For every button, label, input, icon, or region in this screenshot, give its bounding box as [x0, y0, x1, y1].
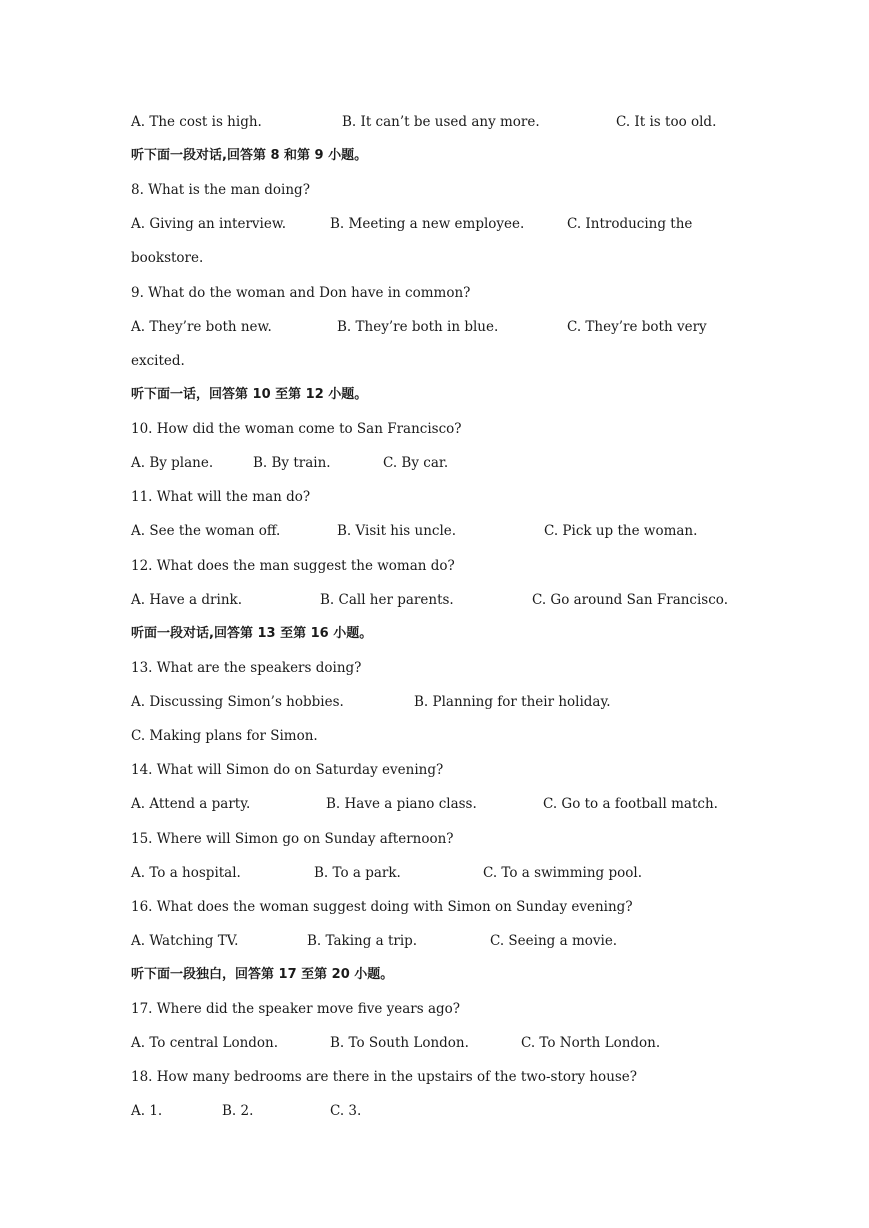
answer-option: B. Have a piano class. — [326, 796, 477, 812]
answer-option: A. Attend a party. — [131, 796, 251, 812]
answer-option: B. They’re both in blue. — [337, 319, 499, 335]
answer-option: B. Planning for their holiday. — [414, 694, 611, 710]
answer-option: B. Visit his uncle. — [337, 523, 457, 539]
answer-option: C. Seeing a movie. — [490, 933, 618, 949]
answer-option: B. Meeting a new employee. — [330, 216, 525, 232]
answer-option: B. To a park. — [314, 865, 401, 881]
answer-option: C. Introducing the — [567, 216, 693, 232]
answer-option: C. 3. — [330, 1103, 362, 1119]
section-heading: 听下面一话，回答第 10 至第 12 小题。 — [131, 387, 368, 402]
answer-option: B. It can’t be used any more. — [342, 114, 540, 130]
question-text: 17. Where did the speaker move five years ago? — [131, 1001, 461, 1017]
question-text: 12. What does the man suggest the woman do? — [131, 558, 455, 574]
answer-option: A. By plane. — [131, 455, 214, 471]
section-heading: 听下面一段对话,回答第 8 和第 9 小题。 — [131, 148, 368, 163]
answer-option: A. Discussing Simon’s hobbies. — [131, 694, 344, 710]
answer-option: A. They’re both new. — [131, 319, 272, 335]
question-text: 14. What will Simon do on Saturday evening? — [131, 762, 444, 778]
answer-option: A. Have a drink. — [131, 592, 242, 608]
answer-option: C. Go around San Francisco. — [532, 592, 728, 608]
answer-option: C. To a swimming pool. — [483, 865, 643, 881]
question-text: 10. How did the woman come to San Francisco? — [131, 421, 462, 437]
answer-option: B. Call her parents. — [320, 592, 454, 608]
answer-option: C. Pick up the woman. — [544, 523, 698, 539]
question-text: 15. Where will Simon go on Sunday afternoon? — [131, 831, 454, 847]
answer-option: C. They’re both very — [567, 319, 707, 335]
answer-option: A. The cost is high. — [131, 114, 262, 130]
answer-option: C. Go to a football match. — [543, 796, 718, 812]
answer-option: A. 1. — [131, 1103, 163, 1119]
answer-option: B. Taking a trip. — [307, 933, 418, 949]
section-heading: 听下面一段独白，回答第 17 至第 20 小题。 — [131, 967, 394, 982]
question-text: 16. What does the woman suggest doing with Simon on Sunday evening? — [131, 899, 633, 915]
answer-option: B. By train. — [253, 455, 331, 471]
answer-option: C. By car. — [383, 455, 449, 471]
question-text: 8. What is the man doing? — [131, 182, 310, 198]
question-text: C. Making plans for Simon. — [131, 728, 318, 744]
question-text: bookstore. — [131, 250, 204, 266]
question-text: 11. What will the man do? — [131, 489, 311, 505]
answer-option: A. See the woman off. — [131, 523, 281, 539]
answer-option: C. It is too old. — [616, 114, 717, 130]
answer-option: A. To a hospital. — [131, 865, 241, 881]
answer-option: A. Watching TV. — [131, 933, 239, 949]
section-heading: 听面一段对话,回答第 13 至第 16 小题。 — [131, 626, 373, 641]
answer-option: A. To central London. — [131, 1035, 279, 1051]
question-text: excited. — [131, 353, 185, 369]
question-text: 13. What are the speakers doing? — [131, 660, 362, 676]
answer-option: B. 2. — [222, 1103, 254, 1119]
answer-option: C. To North London. — [521, 1035, 661, 1051]
question-text: 18. How many bedrooms are there in the upstairs of the two-story house? — [131, 1069, 638, 1085]
question-text: 9. What do the woman and Don have in common? — [131, 285, 471, 301]
answer-option: A. Giving an interview. — [131, 216, 287, 232]
answer-option: B. To South London. — [330, 1035, 469, 1051]
